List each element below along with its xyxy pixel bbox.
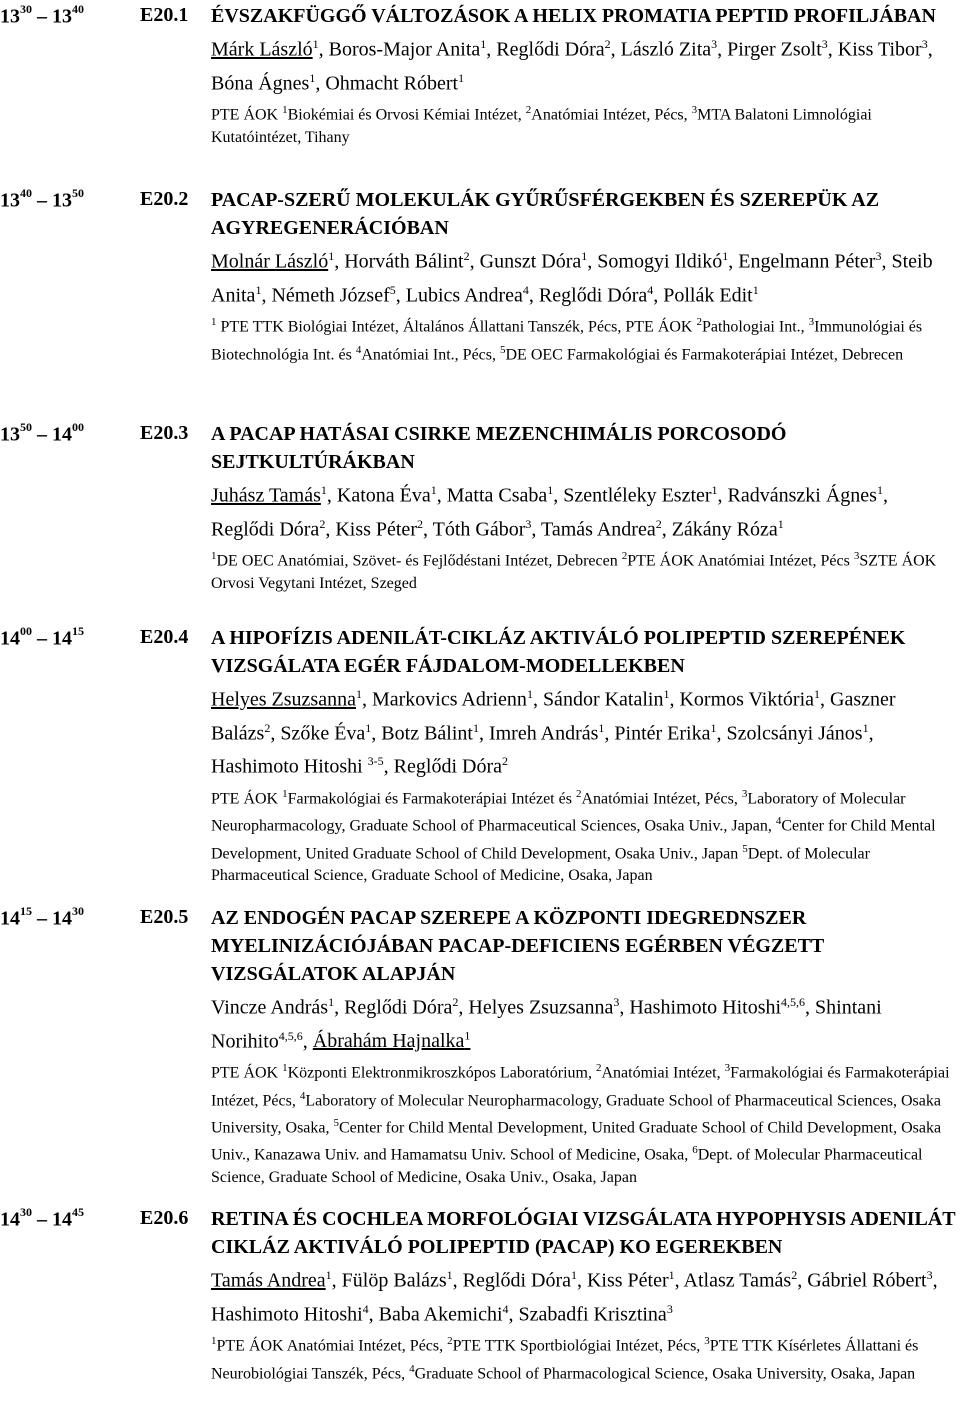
author-list: Vincze András$^1$, Reglődi Dóra$^2$, Helyes Zsuzsanna$^3$, Hashimoto Hitoshi$^{4,5,6}$, Shintani Norihito$^{4,5,6}$, Ábrahám Hajnalka$^1$ [211,995,882,1053]
time-slot: $14^{15} - 14^{30}$ [0,904,84,930]
author-list: Molnár László$^1$, Horváth Bálint$^2$, Gunszt Dóra$^1$, Somogyi Ildikó$^1$, Engelmann Péter$^3$, Steib Anita$^1$, Németh József$^5$, Lubics Andrea$^4$, Reglődi Dóra$^4$, Pollák Edit$^1$ [211,249,933,307]
abstract-title: RETINA ÉS COCHLEA MORFOLÓGIAI VIZSGÁLATA HYPOPHYSIS ADENILÁT CIKLÁZ AKTIVÁLÓ POLIPEPTID (PACAP) KO EGEREKBEN [211,1208,956,1258]
time-slot: $13^{50} - 14^{00}$ [0,420,84,446]
abstract-title: ÉVSZAKFÜGGŐ VÁLTOZÁSOK A HELIX PROMATIA PEPTID PROFILJÁBAN [211,5,936,27]
abstract-code: E20.5 [140,906,189,928]
abstract-title: PACAP-SZERŰ MOLEKULÁK GYŰRŰSFÉRGEKBEN ÉS SZEREPÜK AZ AGYREGENERÁCIÓBAN [211,189,880,239]
abstract-code: E20.3 [140,422,189,444]
author-list: Helyes Zsuzsanna$^1$, Markovics Adrienn$^1$, Sándor Katalin$^1$, Kormos Viktória$^1$, Gaszner Balázs$^2$, Szőke Éva$^1$, Botz Bálint$^1$, Imreh András$^1$, Pintér Erika$^1$, Szolcsányi János$^1$, Hashimoto Hitoshi $^{3-5}$, Reglődi Dóra$^2$ [211,687,896,778]
author-list: Márk László$^1$, Boros-Major Anita$^1$, Reglődi Dóra$^2$, László Zita$^3$, Pirger Zsolt$^3$, Kiss Tibor$^3$, Bóna Ágnes$^1$, Ohmacht Róbert$^1$ [211,37,933,95]
time-slot: $14^{30} - 14^{45}$ [0,1205,84,1231]
affiliations: $^1$ PTE TTK Biológiai Intézet, Általános Állattani Tanszék, Pécs, PTE ÁOK $^2$Pathologiai Int., $^3$Immunológiai és Biotechnológia Int. és $^4$Anatómiai Int., Pécs, $^5$DE OEC Farmakológiai és Farmakoterápiai Intézet, Debrecen [211,316,923,363]
affiliations: $^1$DE OEC Anatómiai, Szövet- és Fejlődéstani Intézet, Debrecen $^2$PTE ÁOK Anatómiai Intézet, Pécs $^3$SZTE ÁOK Orvosi Vegytani Intézet, Szeged [211,550,937,592]
abstract-title: A PACAP HATÁSAI CSIRKE MEZENCHIMÁLIS PORCOSODÓ SEJTKULTÚRÁKBAN [211,423,787,473]
author-list: Juhász Tamás$^1$, Katona Éva$^1$, Matta Csaba$^1$, Szentléleky Eszter$^1$, Radvánszki Ágnes$^1$, Reglődi Dóra$^2$, Kiss Péter$^2$, Tóth Gábor$^3$, Tamás Andrea$^2$, Zákány Róza$^1$ [211,483,888,541]
affiliations: PTE ÁOK $^1$Farmakológiai és Farmakoterápiai Intézet és $^2$Anatómiai Intézet, Pécs, $^3$Laboratory of Molecular Neuropharmacology, Graduate School of Pharmaceutical Sciences, Osaka Univ., Japan, $^4$Center for Child Mental Development, United Graduate School of Child Development, Osaka Univ., Japan $^5$Dept. of Molecular Pharmaceutical Science, Graduate School of Medicine, Osaka, Japan [211,787,936,884]
affiliations: PTE ÁOK $^1$Biokémiai és Orvosi Kémiai Intézet, $^2$Anatómiai Intézet, Pécs, $^3$MTA Balatoni Limnológiai Kutatóintézet, Tihany [211,104,872,146]
time-slot: $14^{00} - 14^{15}$ [0,624,84,650]
abstract-code: E20.4 [140,626,189,648]
abstract-title: A HIPOFÍZIS ADENILÁT-CIKLÁZ AKTIVÁLÓ POLIPEPTID SZEREPÉNEK VIZSGÁLATA EGÉR FÁJDALOM-MODELLEKBEN [211,627,906,677]
abstract-code: E20.2 [140,188,189,210]
abstract-code: E20.6 [140,1207,189,1229]
time-slot: $13^{40} - 13^{50}$ [0,186,84,212]
affiliations: PTE ÁOK $^1$Központi Elektronmikroszkópos Laboratórium, $^2$Anatómiai Intézet, $^3$Farmakológiai és Farmakoterápiai Intézet, Pécs, $^4$Laboratory of Molecular Neuropharmacology, Graduate School of Pharmaceutical Sciences, Osaka University, Osaka, $^5$Center for Child Mental Development, United Graduate School of Child Development, Osaka Univ., Kanazawa Univ. and Hamamatsu Univ. School of Medicine, Osaka, $^6$Dept. of Molecular Pharmaceutical Science, Graduate School of Medicine, Osaka Univ., Osaka, Japan [211,1062,950,1186]
abstract-code: E20.1 [140,4,189,26]
time-slot: $13^{30} - 13^{40}$ [0,2,84,28]
affiliations: $^1$PTE ÁOK Anatómiai Intézet, Pécs, $^2$PTE TTK Sportbiológiai Intézet, Pécs, $^3$PTE TTK Kísérletes Állattani és Neurobiológiai Tanszék, Pécs, $^4$Graduate School of Pharmacological Science, Osaka University, Osaka, Japan [211,1335,919,1382]
author-list: Tamás Andrea$^1$, Fülöp Balázs$^1$, Reglődi Dóra$^1$, Kiss Péter$^1$, Atlasz Tamás$^2$, Gábriel Róbert$^3$, Hashimoto Hitoshi$^4$, Baba Akemichi$^4$, Szabadfi Krisztina$^3$ [211,1268,938,1326]
abstract-title: AZ ENDOGÉN PACAP SZEREPE A KÖZPONTI IDEGREDNSZER MYELINIZÁCIÓJÁBAN PACAP-DEFICIENS EGÉRBEN VÉGZETT VIZSGÁLATOK ALAPJÁN [211,907,824,985]
